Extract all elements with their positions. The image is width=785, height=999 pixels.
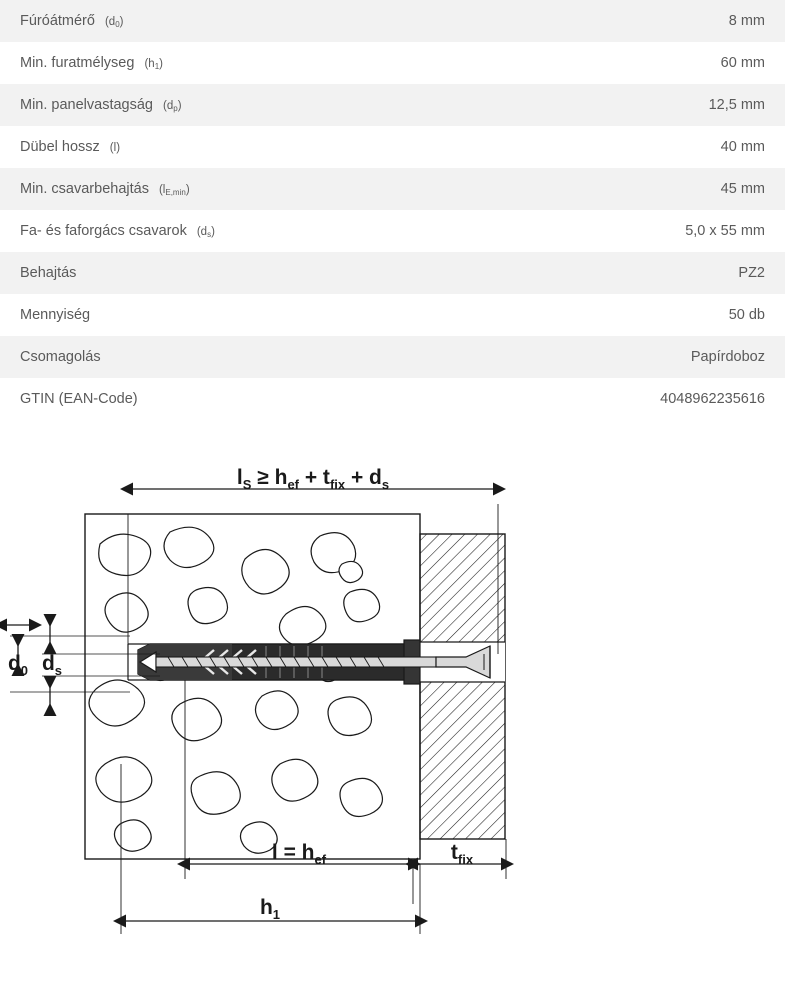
anchor-installation-drawing xyxy=(0,464,785,984)
spec-label: Csomagolás xyxy=(20,349,101,365)
spec-symbol: $(l_{E,min})$ xyxy=(158,184,190,197)
spec-value: 4048962235616 xyxy=(660,391,765,407)
dimension-fixture-thickness xyxy=(418,839,506,879)
table-row xyxy=(0,336,785,378)
spec-symbol-base: l xyxy=(113,142,117,154)
spec-value: Papírdoboz xyxy=(690,349,765,365)
spec-label: Min. csavarbehajtás xyxy=(20,181,149,197)
spec-symbol: $(d_0)$ xyxy=(104,16,124,29)
table-row xyxy=(0,294,785,336)
spec-symbol-base: d xyxy=(166,100,174,112)
technical-diagram xyxy=(0,464,785,984)
spec-label-cell xyxy=(0,252,393,294)
table-row xyxy=(0,252,785,294)
dimension-label-d0: $d_0$ xyxy=(7,652,29,678)
spec-label-cell xyxy=(0,210,393,252)
spec-label: Fúróátmérő xyxy=(20,13,95,29)
spec-symbol-base: h xyxy=(148,58,155,70)
spec-symbol-sub: p xyxy=(173,104,178,113)
spec-label: Behajtás xyxy=(20,265,77,281)
spec-label-cell xyxy=(0,378,393,420)
spec-value: 12,5 mm xyxy=(708,97,765,113)
table-row xyxy=(0,0,785,42)
dimension-label-ds: $d_s$ xyxy=(41,652,63,678)
spec-value: PZ2 xyxy=(738,265,765,281)
spec-value: 45 mm xyxy=(720,181,765,197)
spec-label: Min. panelvastagság xyxy=(20,97,153,113)
base-material-block xyxy=(85,514,420,859)
spec-symbol-sub: s xyxy=(207,230,212,239)
table-row xyxy=(0,378,785,420)
spec-label-cell xyxy=(0,294,393,336)
table-row xyxy=(0,210,785,252)
specification-table-body xyxy=(0,0,785,420)
spec-label-cell xyxy=(0,126,393,168)
dimension-label-embedment: $l = h_{ef}$ xyxy=(271,841,327,867)
dimension-label-tfix: $t_{fix}$ xyxy=(450,841,474,867)
dimension-label-total-length: $l_S \ge h_{ef} + t_{fix} + d_s$ xyxy=(236,466,390,492)
spec-value: 5,0 x 55 mm xyxy=(685,223,765,239)
spec-label: Min. furatmélyseg xyxy=(20,55,135,71)
spec-symbol: $(d_p)$ xyxy=(163,100,182,113)
table-row xyxy=(0,126,785,168)
table-row xyxy=(0,42,785,84)
spec-symbol-base: d xyxy=(108,16,116,28)
spec-symbol-base: l xyxy=(162,184,166,196)
spec-value: 8 mm xyxy=(728,13,765,29)
spec-label-cell xyxy=(0,168,393,210)
spec-symbol-sub: 0 xyxy=(115,20,120,29)
spec-symbol: (l) xyxy=(109,142,121,154)
spec-label: Dübel hossz xyxy=(20,139,100,155)
spec-label-cell xyxy=(0,84,393,126)
spec-value: 40 mm xyxy=(720,139,765,155)
table-row xyxy=(0,168,785,210)
spec-symbol: $(d_s)$ xyxy=(196,226,215,239)
fixture-panel-hatched xyxy=(420,534,505,839)
spec-label: GTIN (EAN-Code) xyxy=(20,391,138,407)
spec-symbol-sub: 1 xyxy=(154,62,160,71)
spec-symbol: $(h_1)$ xyxy=(144,58,163,71)
spec-symbol-sub: E,min xyxy=(165,188,186,197)
spec-value: 60 mm xyxy=(720,55,765,71)
spec-label: Mennyiség xyxy=(20,307,91,323)
table-row xyxy=(0,84,785,126)
spec-value: 50 db xyxy=(728,307,765,323)
spec-label: Fa- és faforgács csavarok xyxy=(20,223,187,239)
spec-label-cell xyxy=(0,42,393,84)
specification-table xyxy=(0,0,785,420)
spec-label-cell xyxy=(0,336,393,378)
spec-symbol-base: d xyxy=(200,226,208,238)
spec-label-cell xyxy=(0,0,393,42)
dimension-label-h1: $h_1$ xyxy=(259,896,281,922)
